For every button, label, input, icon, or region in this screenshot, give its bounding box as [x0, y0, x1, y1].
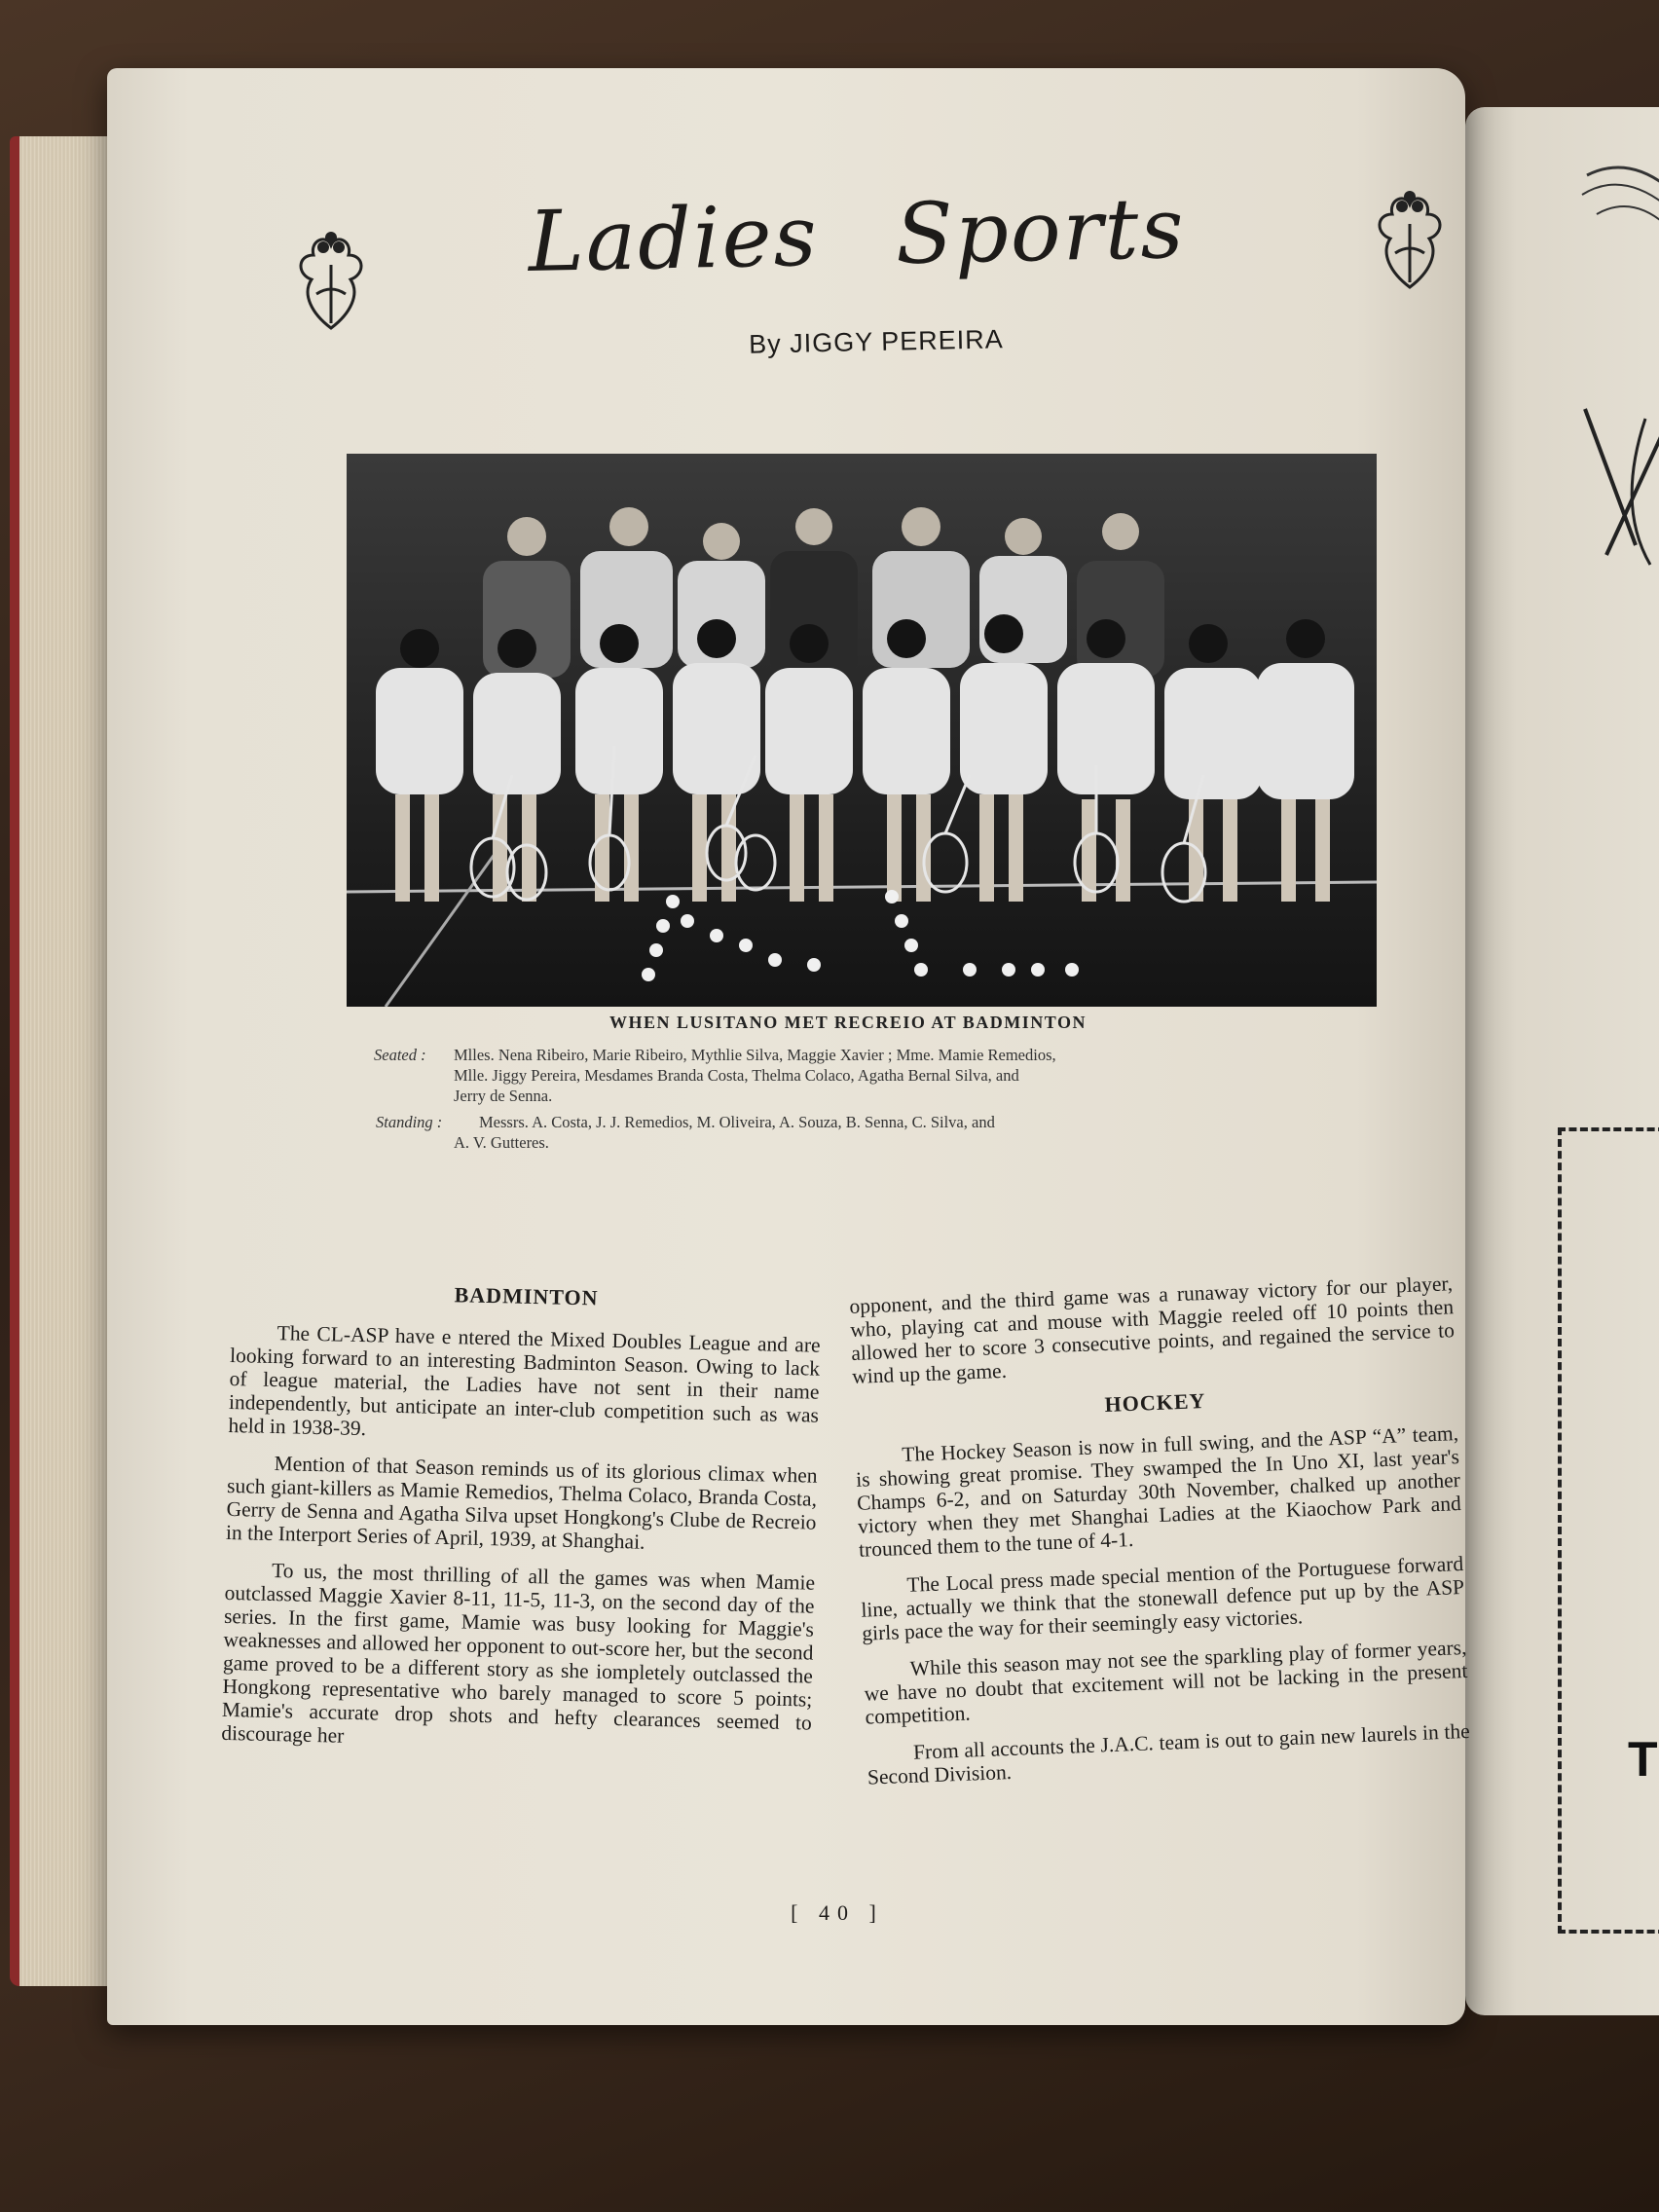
- adjacent-page-letter: T: [1628, 1732, 1658, 1787]
- badminton-paragraph: To us, the most thrilling of all the games was when Mamie outclassed Maggie Xavier 8-11, 11-5, 11-3, on the second day of the series. In the first game, Mamie was busy looking for Maggie's weaknesses and allowed her opponent to out-score her, but the second game proved to be a different story as she iompletely outclassed the Hongkong representative who barely managed to score 5 points; Mamie's accurate drop shots and hefty clearances seemed to discourage her: [221, 1559, 816, 1748]
- page-number: [ 40 ]: [791, 1900, 884, 1925]
- badminton-heading: BADMINTON: [454, 1282, 599, 1310]
- floral-ornament-icon: [292, 226, 370, 333]
- badminton-column: [221, 1277, 822, 1772]
- adjacent-page-frame: [1558, 1127, 1659, 1934]
- team-photograph: [347, 454, 1377, 1007]
- seated-names-line: Jerry de Senna.: [454, 1087, 553, 1105]
- byline: By JIGGY PEREIRA: [748, 324, 1005, 359]
- floral-ornament-icon: [1371, 185, 1449, 292]
- standing-names-line: A. V. Gutteres.: [454, 1133, 549, 1152]
- badminton-continuation-paragraph: opponent, and the third game was a runaway victory for our player, who, playing cat and mouse with Maggie reeled off 10 points then allowed her to score 3 consecutive points, and regained the service to wind up the game.: [849, 1272, 1456, 1388]
- hockey-paragraph: From all accounts the J.A.C. team is out to gain new laurels in the Second Division.: [866, 1718, 1471, 1789]
- hockey-paragraph: While this season may not see the sparkling play of former years, we have no doubt that excitement will not be lacking in the present competition.: [864, 1635, 1468, 1729]
- sketch-illustration-icon: [1577, 136, 1659, 584]
- badminton-paragraph: The CL-ASP have e ntered the Mixed Doubles League and are looking forward to an interesting Badminton Season. Owing to lack of league material, the Ladies have not sent in their name independently, but anticipate an inter-club competition such as was held in 1938-39.: [228, 1321, 821, 1441]
- hockey-heading: HOCKEY: [1104, 1388, 1206, 1417]
- badminton-paragraph: Mention of that Season reminds us of its glorious climax when such giant-killers as Mamie Remedios, Thelma Colaco, Branda Costa, Gerry de Senna and Agatha Silva upset Hongkong's Clube de Recreio in the Interport Series of April, 1939, at Shanghai.: [225, 1452, 818, 1554]
- seated-label: Seated :: [374, 1046, 426, 1064]
- seated-names-line: Mlles. Nena Ribeiro, Marie Ribeiro, Mythlie Silva, Maggie Xavier ; Mme. Mamie Remedios,: [454, 1046, 1056, 1064]
- standing-names-line: Messrs. A. Costa, J. J. Remedios, M. Oliveira, A. Souza, B. Senna, C. Silva, and: [479, 1113, 995, 1131]
- hockey-paragraph: The Hockey Season is now in full swing, and the ASP “A” team, is showing great promise. They swamped the In Uno XI, last year's Champs 6-2, and on Saturday 30th November, chalked up another victory when they met Shanghai Ladies at the Kiaochow Park and trounced them to the tune of 4-1.: [855, 1421, 1462, 1562]
- standing-label: Standing :: [376, 1113, 443, 1131]
- seated-names-line: Mlle. Jiggy Pereira, Mesdames Branda Costa, Thelma Colaco, Agatha Bernal Silva, and: [454, 1066, 1019, 1085]
- photo-caption-title: WHEN LUSITANO MET RECREIO AT BADMINTON: [609, 1013, 1087, 1032]
- hockey-column: [849, 1272, 1472, 1802]
- hockey-paragraph: The Local press made special mention of the Portuguese forward line, actually we think that the stonewall defence put up by the ASP girls pace the way for their seemingly easy victories.: [860, 1551, 1465, 1645]
- page-title: Ladies Sports: [527, 179, 1187, 292]
